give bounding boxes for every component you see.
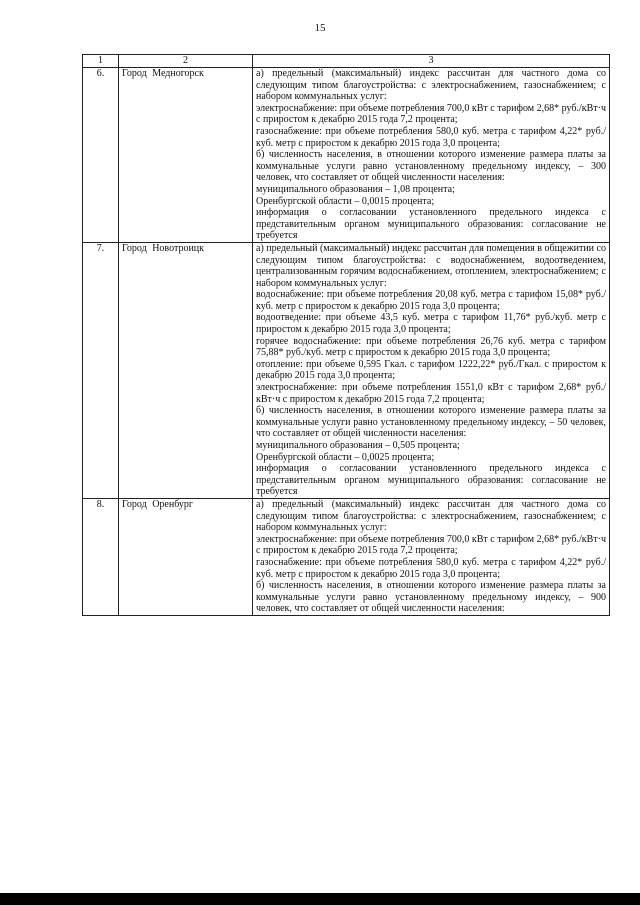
description-paragraph: а) предельный (максимальный) индекс рассчитан для частного дома со следующим типом благоустройства: с электроснабжением, газоснабжением; с набором коммунальных услуг: [256,498,606,534]
row-number: 8. [83,498,119,615]
description-paragraph: отопление: при объеме 0,595 Гкал. с тарифом 1222,22* руб./Гкал. с приростом к декабрю 2015 года 3,0 процента; [256,358,606,382]
index-table [82,54,610,616]
table-header-row [83,55,610,68]
description-paragraph: б) численность населения, в отношении которого изменение размера платы за коммунальные услуги равно установленному предельному индексу, – 50 человек, что составляет от общей численности населения: [256,405,606,440]
column-header-1: 1 [83,55,119,68]
column-header-2: 2 [119,55,253,68]
table-row [83,242,610,498]
index-description [253,242,610,498]
page-number: 15 [314,22,326,34]
index-description [253,498,610,615]
description-paragraph: информация о согласовании установленного предельного индекса с представительным органом муниципального образования: согласование не требуется [256,463,606,498]
municipality-name: Город Медногорск [119,68,253,243]
description-paragraph: водоотведение: при объеме 43,5 куб. метра с тарифом 11,76* руб./куб. метр с приростом к декабрю 2015 года 3,0 процента; [256,312,606,336]
description-paragraph: газоснабжение: при объеме потребления 580,0 куб. метра с тарифом 4,22* руб./куб. метр с приростом к декабрю 2015 года 3,0 процента; [256,125,606,149]
table-body [83,68,610,616]
description-paragraph: газоснабжение: при объеме потребления 580,0 куб. метра с тарифом 4,22* руб./куб. метр с приростом к декабрю 2015 года 3,0 процента; [256,556,606,580]
table-row [83,498,610,615]
description-paragraph: горячее водоснабжение: при объеме потребления 26,76 куб. метра с тарифом 75,88* руб./куб. метр с приростом к декабрю 2015 года 3,0 процента; [256,335,606,359]
row-number: 6. [83,68,119,243]
scan-bottom-edge [0,893,640,905]
description-paragraph: водоснабжение: при объеме потребления 20,08 куб. метра с тарифом 15,08* руб./куб. метр с приростом к декабрю 2015 года 3,0 процента; [256,289,606,312]
description-paragraph: электроснабжение: при объеме потребления 1551,0 кВт с тарифом 2,68* руб./кВт·ч с приростом к декабрю 2015 года 7,2 процента; [256,382,606,405]
description-paragraph: б) численность населения, в отношении которого изменение размера платы за коммунальные услуги равно установленному предельному индексу, – 300 человек, что составляет от общей численности населения: [256,149,606,184]
description-paragraph: информация о согласовании установленного предельного индекса с представительным органом муниципального образования: согласование не требуется [256,207,606,242]
description-paragraph: а) предельный (максимальный) индекс рассчитан для частного дома со следующим типом благоустройства: с электроснабжением, газоснабжением; с набором коммунальных услуг: [256,68,606,103]
description-paragraph: муниципального образования – 1,08 процента; [256,183,455,195]
municipality-name: Город Новотроицк [119,242,253,498]
description-paragraph: электроснабжение: при объеме потребления 700,0 кВт с тарифом 2,68* руб./кВт·ч с приростом к декабрю 2015 года 7,2 процента; [256,533,606,557]
description-paragraph: а) предельный (максимальный) индекс рассчитан для помещения в общежитии со следующим типом благоустройства: с водоснабжением, водоотведением, централизованным горячим водоснабжением, отоплением, электроснабжением; с набором коммунальных услуг: [256,242,606,289]
description-paragraph: электроснабжение: при объеме потребления 700,0 кВт с тарифом 2,68* руб./кВт·ч с приростом к декабрю 2015 года 7,2 процента; [256,102,606,126]
description-paragraph: Оренбургской области – 0,0015 процента; [256,195,435,207]
description-paragraph: Оренбургской области – 0,0025 процента; [256,451,435,463]
index-description [253,68,610,243]
column-header-3: 3 [253,55,610,68]
description-paragraph: б) численность населения, в отношении которого изменение размера платы за коммунальные услуги равно установленному предельному индексу, – 900 человек, что составляет от общей численности населения: [256,580,606,615]
table-row [83,68,610,243]
description-paragraph: муниципального образования – 0,505 процента; [256,440,460,451]
row-number: 7. [83,242,119,498]
municipality-name: Город Оренбург [119,498,253,615]
